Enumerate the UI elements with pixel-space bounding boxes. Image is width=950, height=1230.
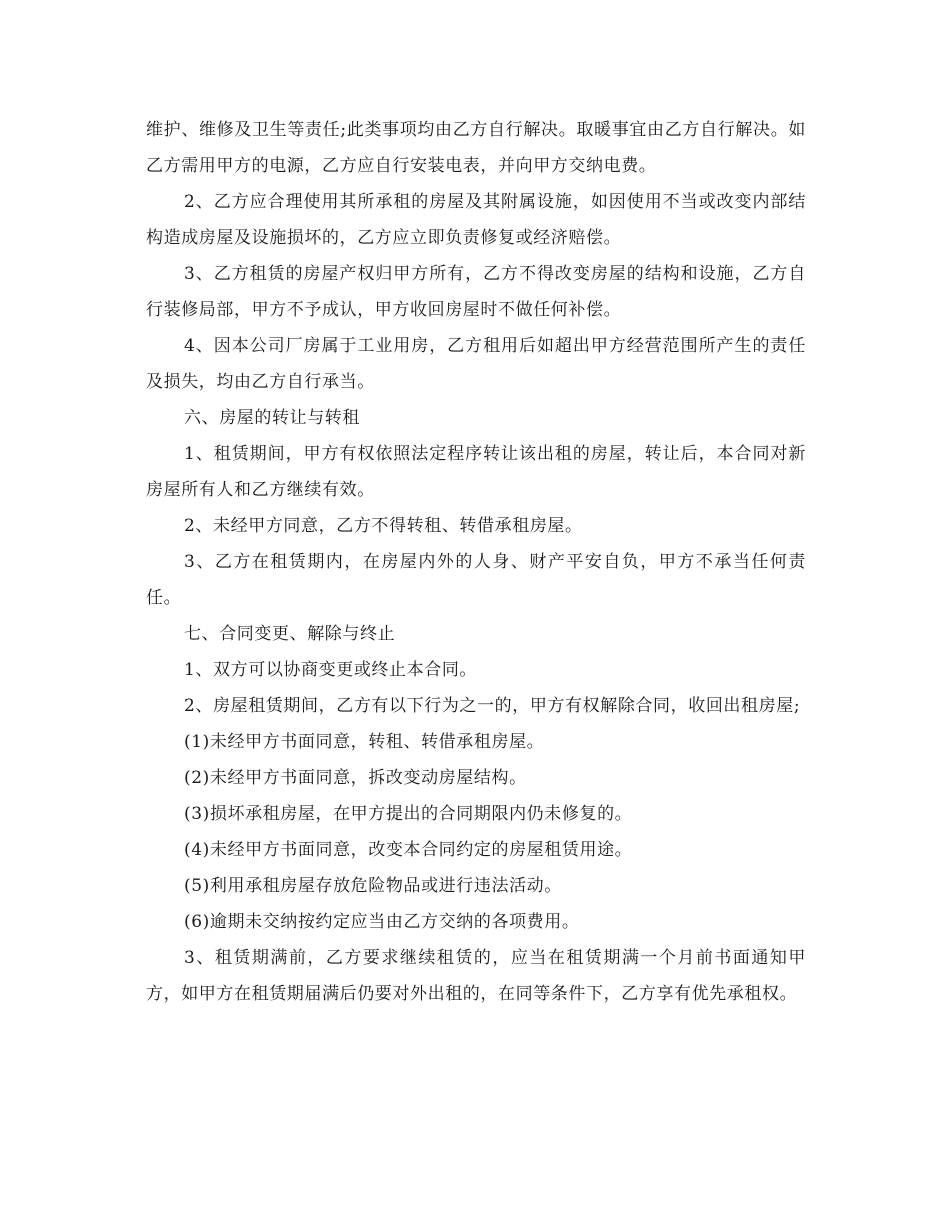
list-item-termination-5: (5)利用承租房屋存放危险物品或进行违法活动。 <box>184 876 562 896</box>
list-item-termination-1: (1)未经甲方书面同意，转租、转借承租房屋。 <box>184 732 545 752</box>
paragraph-clause-4-industrial-use: 4、因本公司厂房属于工业用房，乙方租用后如超出甲方经营范围所产生的责任及损失，均由乙方自行承当。 <box>146 336 806 392</box>
section-heading-contract-change: 七、合同变更、解除与终止 <box>184 624 396 644</box>
list-item-termination-4: (4)未经甲方书面同意，改变本合同约定的房屋租赁用途。 <box>184 840 633 860</box>
paragraph-transfer-clause-2: 2、未经甲方同意，乙方不得转租、转借承租房屋。 <box>184 516 583 536</box>
list-item-termination-2: (2)未经甲方书面同意，拆改变动房屋结构。 <box>184 768 527 788</box>
paragraph-transfer-clause-1: 1、租赁期间，甲方有权依照法定程序转让该出租的房屋，转让后，本合同对新房屋所有人和乙方继续有效。 <box>146 444 806 500</box>
section-heading-transfer-sublease: 六、房屋的转让与转租 <box>184 408 360 428</box>
paragraph-change-clause-1: 1、双方可以协商变更或终止本合同。 <box>184 660 478 680</box>
paragraph-change-clause-3-renewal: 3、租赁期满前，乙方要求继续租赁的，应当在租赁期满一个月前书面通知甲方，如甲方在租赁期届满后仍要对外出租的，在同等条件下，乙方享有优先承租权。 <box>146 948 806 1004</box>
paragraph-clause-3-ownership: 3、乙方租赁的房屋产权归甲方所有，乙方不得改变房屋的结构和设施，乙方自行装修局部，甲方不予成认，甲方收回房屋时不做任何补偿。 <box>146 264 806 320</box>
paragraph-transfer-clause-3: 3、乙方在租赁期内，在房屋内外的人身、财产平安自负，甲方不承当任何责任。 <box>146 552 806 608</box>
paragraph-utilities: 维护、维修及卫生等责任;此类事项均由乙方自行解决。取暖事宜由乙方自行解决。如乙方需用甲方的电源，乙方应自行安装电表，并向甲方交纳电费。 <box>146 120 806 176</box>
list-item-termination-6: (6)逾期未交纳按约定应当由乙方交纳的各项费用。 <box>184 912 580 932</box>
paragraph-clause-2-proper-use: 2、乙方应合理使用其所承租的房屋及其附属设施，如因使用不当或改变内部结构造成房屋及设施损坏的，乙方应立即负责修复或经济赔偿。 <box>146 192 806 248</box>
list-item-termination-3: (3)损坏承租房屋，在甲方提出的合同期限内仍未修复的。 <box>184 804 633 824</box>
document-body <box>146 112 806 1012</box>
paragraph-change-clause-2: 2、房屋租赁期间，乙方有以下行为之一的，甲方有权解除合同，收回出租房屋; <box>184 696 801 716</box>
